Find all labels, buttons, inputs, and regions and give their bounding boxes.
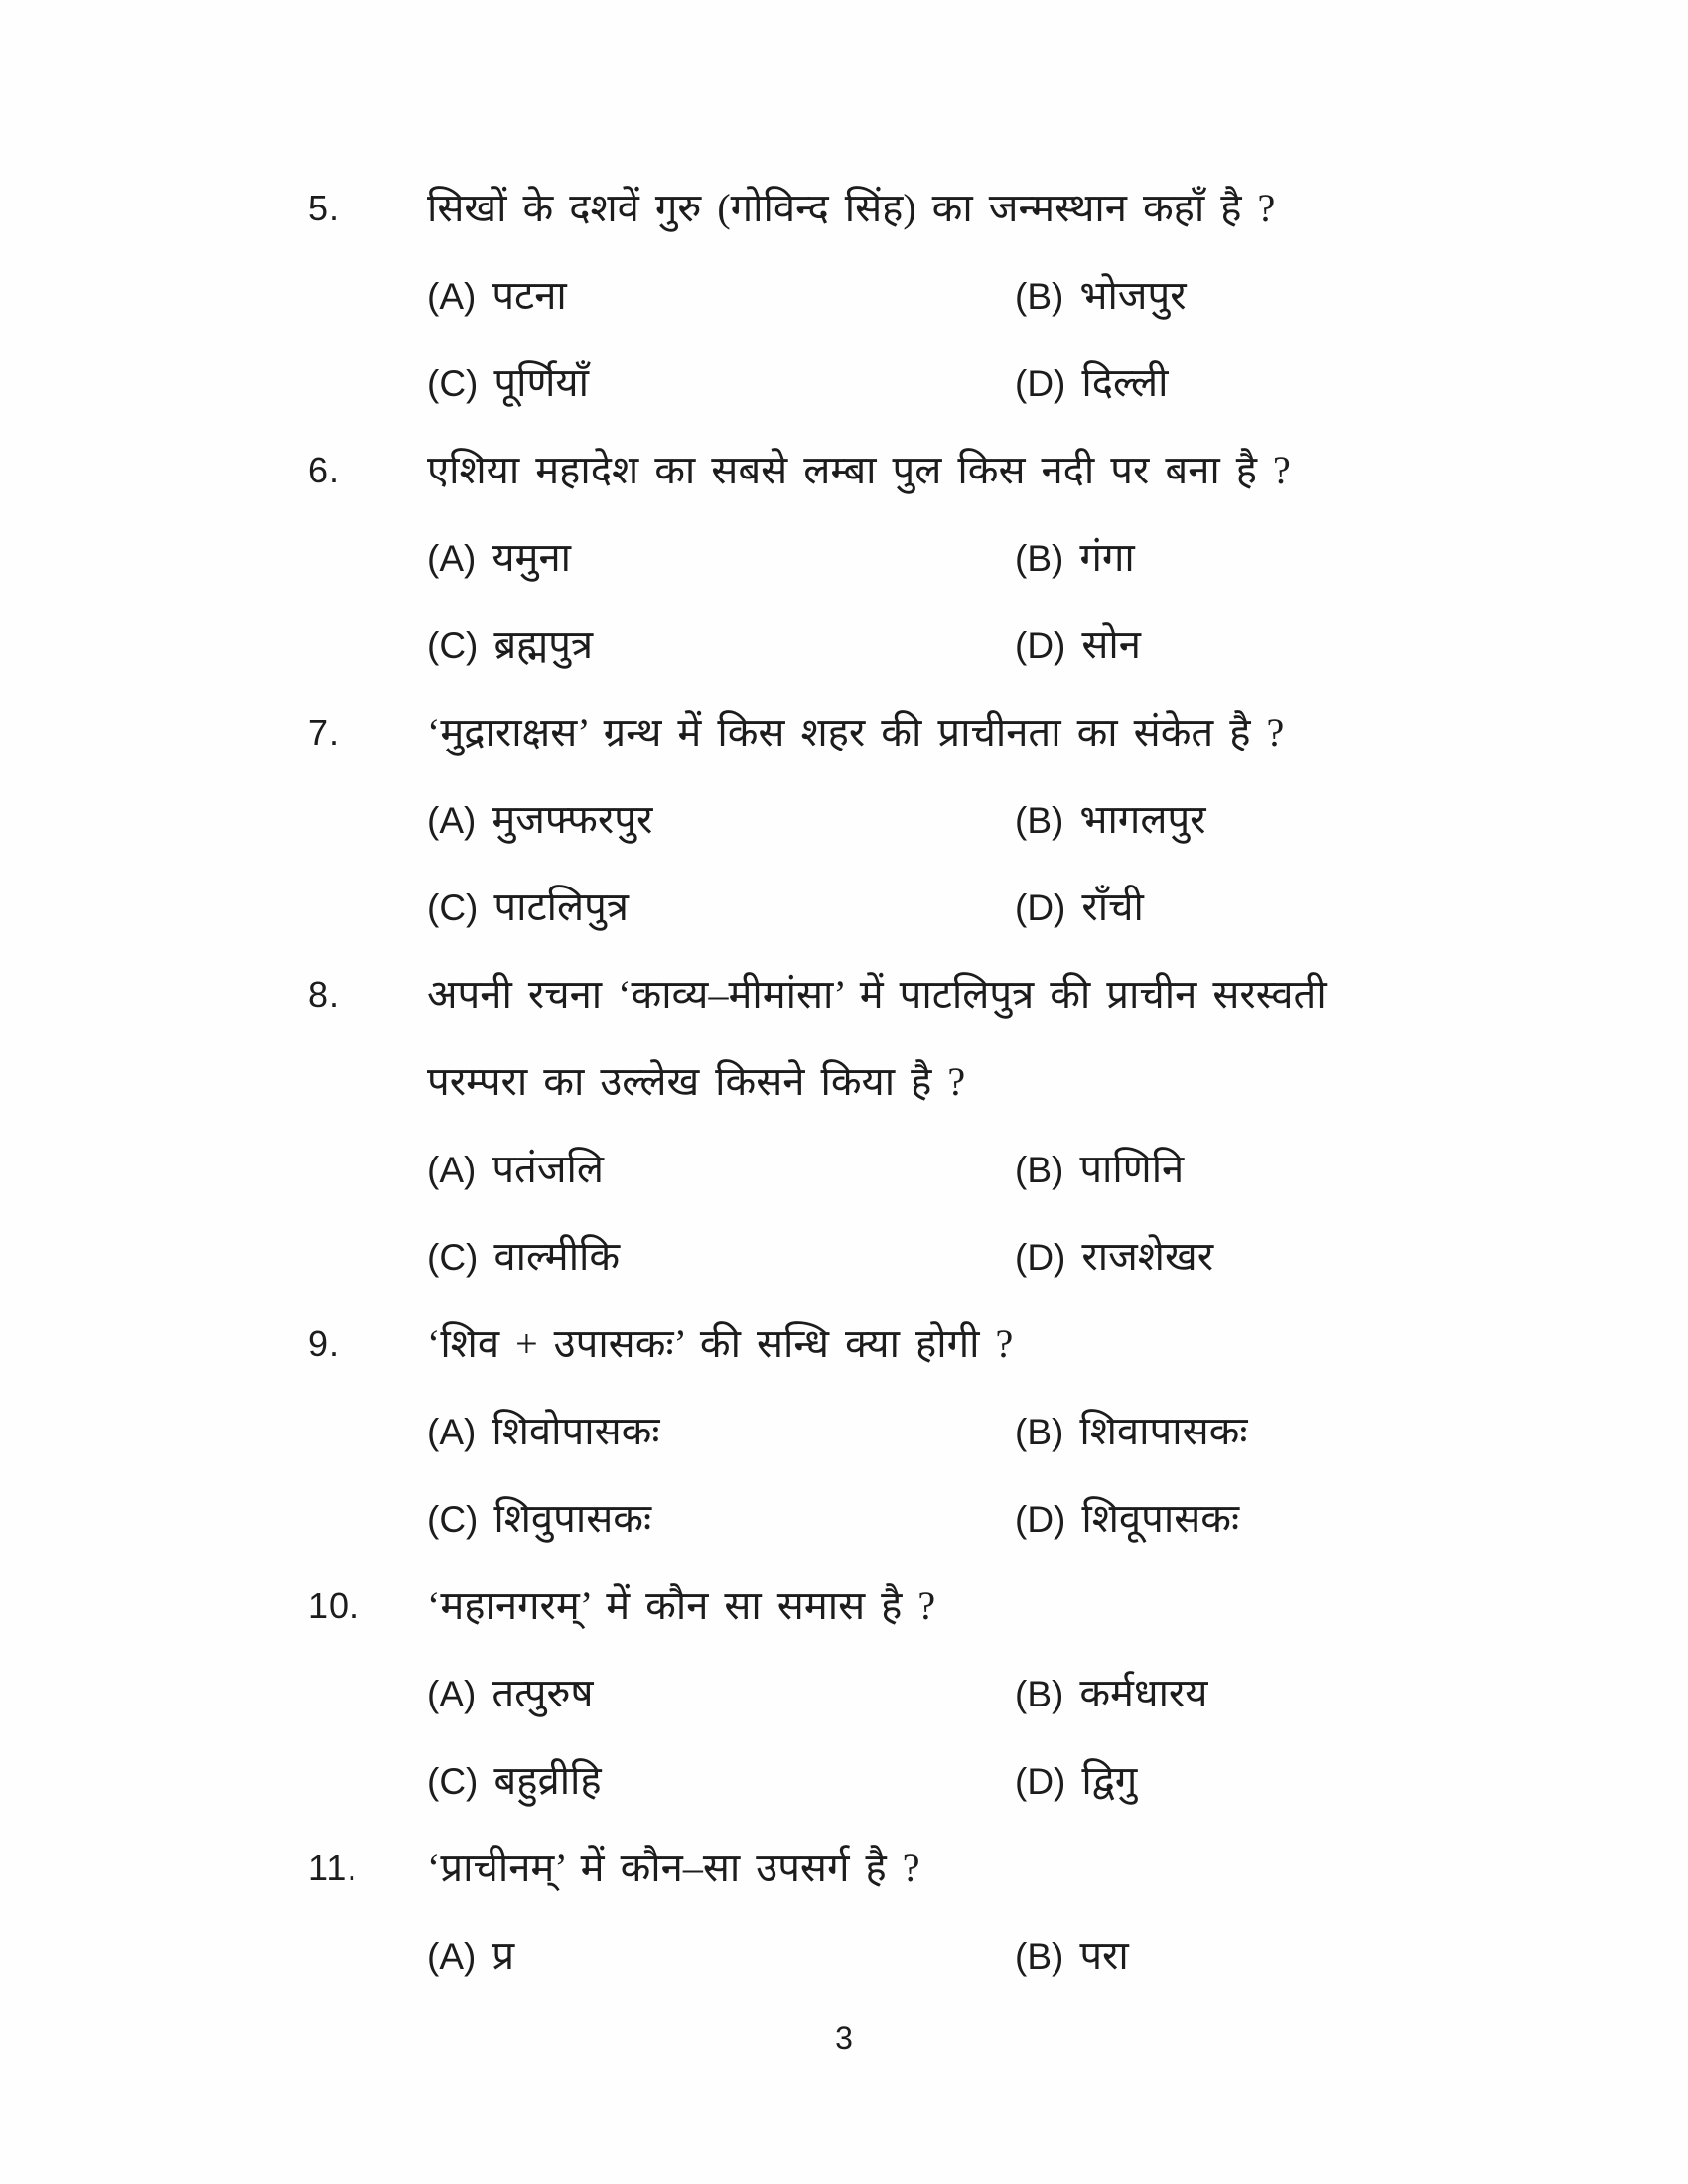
question-7-options-row-2 [0, 864, 1688, 951]
option-text: राजशेखर [1081, 1234, 1214, 1279]
question-number: 6. [308, 450, 341, 490]
option-label: (D) [1015, 625, 1066, 666]
option-b [1015, 252, 1187, 341]
question-number: 10. [308, 1585, 361, 1626]
option-text: शिवापासकः [1079, 1409, 1248, 1453]
question-11-options-row-1 [0, 1912, 1688, 1999]
option-a [427, 252, 567, 341]
question-8 [0, 951, 1688, 1126]
option-text: शिवुपासकः [493, 1496, 652, 1541]
option-d [1015, 1213, 1213, 1301]
option-d [1015, 340, 1169, 428]
question-10 [0, 1563, 1688, 1650]
option-text: दिल्ली [1081, 360, 1169, 405]
question-5 [0, 165, 1688, 252]
option-label: (B) [1015, 800, 1064, 841]
option-text: परा [1079, 1933, 1129, 1978]
option-label: (A) [427, 800, 477, 841]
option-a [427, 1388, 659, 1476]
option-text: प्र [492, 1933, 515, 1978]
option-text: पतंजलि [492, 1147, 605, 1191]
option-text: पाणिनि [1079, 1147, 1185, 1191]
option-d [1015, 1737, 1137, 1826]
option-d [1015, 864, 1144, 952]
option-c [427, 340, 589, 428]
option-text: भोजपुर [1079, 273, 1187, 318]
option-label: (D) [1015, 1761, 1066, 1802]
option-text: बहुव्रीहि [493, 1758, 602, 1803]
option-b [1015, 514, 1135, 603]
option-c [427, 1213, 620, 1301]
question-text: ‘शिव + उपासकः’ की सन्धि क्या होगी ? [427, 1321, 1014, 1366]
option-label: (D) [1015, 1237, 1066, 1278]
option-a [427, 1126, 604, 1214]
question-7-options-row-1 [0, 776, 1688, 864]
option-text: शिवूपासकः [1081, 1496, 1240, 1541]
option-label: (B) [1015, 1150, 1064, 1190]
page-number: 3 [835, 2020, 853, 2056]
question-8-options-row-1 [0, 1126, 1688, 1213]
option-text: यमुना [492, 535, 572, 580]
option-text: शिवोपासकः [492, 1409, 660, 1453]
option-label: (B) [1015, 1674, 1064, 1714]
question-6-options-row-1 [0, 514, 1688, 602]
option-text: ब्रह्मपुत्र [493, 622, 594, 667]
option-label: (B) [1015, 538, 1064, 579]
question-8-options-row-2 [0, 1213, 1688, 1300]
option-a [427, 514, 571, 603]
question-number: 11. [308, 1847, 358, 1888]
option-label: (C) [427, 1499, 479, 1540]
question-7 [0, 689, 1688, 776]
option-d [1015, 602, 1141, 690]
question-text: ‘महानगरम्’ में कौन सा समास है ? [427, 1583, 936, 1628]
option-b [1015, 1650, 1208, 1738]
option-text: कर्मधारय [1079, 1671, 1208, 1715]
option-label: (C) [427, 625, 479, 666]
option-b [1015, 1912, 1129, 2000]
option-label: (A) [427, 1674, 477, 1714]
option-b [1015, 1388, 1247, 1476]
option-text: मुजफ्फरपुर [492, 797, 653, 842]
question-6-options-row-2 [0, 602, 1688, 689]
option-label: (D) [1015, 363, 1066, 404]
question-number: 7. [308, 712, 341, 752]
question-11 [0, 1825, 1688, 1912]
option-label: (C) [427, 887, 479, 928]
question-text: एशिया महादेश का सबसे लम्बा पुल किस नदी पर बना है ? [427, 448, 1291, 492]
option-text: द्विगु [1081, 1758, 1138, 1803]
option-label: (A) [427, 1936, 477, 1977]
option-c [427, 602, 593, 690]
option-label: (D) [1015, 1499, 1066, 1540]
option-label: (B) [1015, 1936, 1064, 1977]
question-9 [0, 1300, 1688, 1388]
option-label: (A) [427, 276, 477, 317]
option-c [427, 1475, 651, 1564]
option-text: वाल्मीकि [493, 1234, 621, 1279]
question-text: ‘मुद्राराक्षस’ ग्रन्थ में किस शहर की प्राचीनता का संकेत है ? [427, 710, 1285, 754]
question-number: 5. [308, 188, 341, 228]
question-text: अपनी रचना ‘काव्य–मीमांसा’ में पाटलिपुत्र की प्राचीन सरस्वती परम्परा का उल्लेख किसने किया है ? [427, 972, 1327, 1104]
option-label: (A) [427, 538, 477, 579]
option-d [1015, 1475, 1239, 1564]
question-text: ‘प्राचीनम्’ में कौन–सा उपसर्ग है ? [427, 1845, 920, 1890]
question-10-options-row-1 [0, 1650, 1688, 1737]
option-b [1015, 776, 1206, 865]
option-a [427, 1650, 594, 1738]
option-b [1015, 1126, 1184, 1214]
option-text: राँची [1081, 885, 1144, 929]
option-a [427, 776, 652, 865]
question-text: सिखों के दशवें गुरु (गोविन्द सिंह) का जन्मस्थान कहाँ है ? [427, 186, 1276, 230]
questions-list [0, 165, 1688, 1999]
option-label: (A) [427, 1150, 477, 1190]
option-text: भागलपुर [1079, 797, 1206, 842]
option-text: तत्पुरुष [492, 1671, 594, 1715]
option-text: पूर्णियाँ [493, 360, 589, 405]
option-label: (C) [427, 1237, 479, 1278]
option-c [427, 864, 629, 952]
question-10-options-row-2 [0, 1737, 1688, 1825]
option-text: सोन [1081, 622, 1141, 667]
option-text: पाटलिपुत्र [493, 885, 629, 929]
question-number: 9. [308, 1323, 341, 1364]
option-label: (D) [1015, 887, 1066, 928]
option-label: (B) [1015, 276, 1064, 317]
question-5-options-row-2 [0, 340, 1688, 427]
option-a [427, 1912, 514, 2000]
option-label: (C) [427, 1761, 479, 1802]
option-c [427, 1737, 602, 1826]
question-9-options-row-2 [0, 1475, 1688, 1563]
option-label: (C) [427, 363, 479, 404]
option-label: (A) [427, 1412, 477, 1452]
question-5-options-row-1 [0, 252, 1688, 340]
option-text: गंगा [1079, 535, 1135, 580]
question-number: 8. [308, 974, 341, 1015]
option-text: पटना [492, 273, 567, 318]
option-label: (B) [1015, 1412, 1064, 1452]
question-6 [0, 427, 1688, 514]
question-9-options-row-1 [0, 1388, 1688, 1475]
